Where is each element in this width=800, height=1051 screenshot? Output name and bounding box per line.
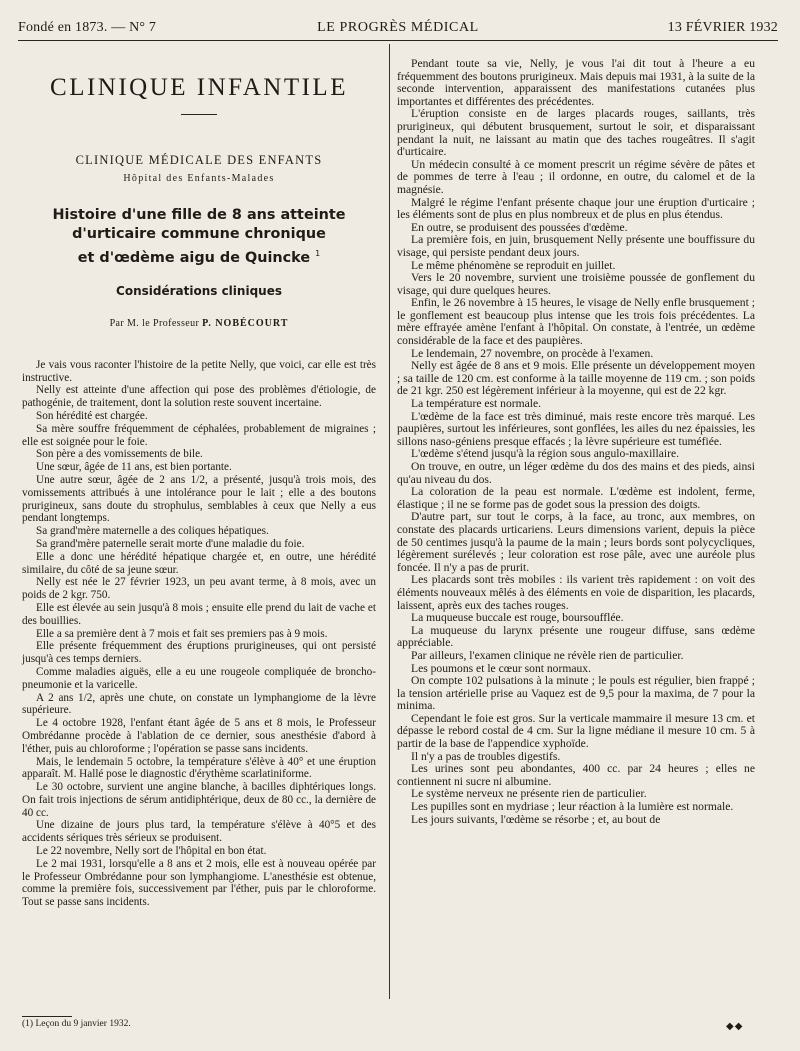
clinic-name: CLINIQUE MÉDICALE DES ENFANTS	[75, 153, 323, 167]
paragraph: Sa grand'mère maternelle a des coliques hépatiques.	[36, 525, 269, 538]
paragraph: Enfin, le 26 novembre à 15 heures, le visage de Nelly enfle brusquement ; le gonflement est beaucoup plus intense que les trois fois précédentes. La mère effrayée amène l'enfant à l'hôpital. On constate, à l'entrée, un œdème considérable de la face et des paupières.	[397, 296, 755, 348]
paragraph: Le 2 mai 1931, lorsqu'elle a 8 ans et 2 mois, elle est à nouveau opérée par le Professeur Ombrédanne pour son lymphangiome. L'anesthésie est obtenue, comme la première fois, successivement par l'éther, puis par le chloroforme. Tout se passe sans incidents.	[22, 857, 376, 909]
paragraph: Les urines sont peu abondantes, 400 cc. par 24 heures ; elles ne contiennent ni sucre ni albumine.	[397, 762, 755, 788]
footnote-marker: 1	[315, 249, 321, 258]
hospital-name: Hôpital des Enfants-Malades	[123, 173, 275, 184]
paragraph: L'œdème s'étend jusqu'à la région sous angulo-maxillaire.	[411, 447, 680, 461]
paragraph: Mais, le lendemain 5 octobre, la température s'élève à 40° et une éruption apparaît. M. Hallé pose le diagnostic d'érythème scarlatiniforme.	[22, 755, 376, 781]
paragraph: En outre, se produisent des poussées d'œdème.	[411, 220, 628, 234]
paragraph: Comme maladies aiguës, elle a eu une rougeole compliquée de broncho-pneumonie et la varicelle.	[22, 665, 376, 691]
paragraph: On trouve, en outre, un léger œdème du dos des mains et des pieds, ainsi qu'au niveau du dos.	[397, 460, 755, 486]
founded-line: Fondé en 1873. — N° 7	[18, 20, 157, 35]
paragraph: Le 30 octobre, survient une angine blanche, à bacilles diphtériques longs. On fait trois injections de sérum antidiphtérique, deux de 80 cc., la dernière de 40 cc.	[22, 781, 376, 819]
paragraph: La muqueuse buccale est rouge, boursoufflée.	[411, 611, 624, 625]
paragraph: L'œdème de la face est très diminué, mais reste encore très marqué. Les paupières, surtout les inférieures, sont gonflées, les ailes du nez épaissies, les sillons naso-géniens presque effacés ; la lèvre supérieure est tuméfiée.	[397, 409, 755, 448]
paragraph: Elle présente fréquemment des éruptions prurigineuses, qui ont persisté jusqu'à ces temps derniers.	[22, 640, 376, 666]
header-rule	[18, 40, 778, 41]
title-rule	[181, 114, 217, 115]
paragraph: Le 22 novembre, Nelly sort de l'hôpital en bon état.	[36, 845, 267, 858]
paragraph: Son père a des vomissements de bile.	[36, 448, 203, 461]
paragraph: L'éruption consiste en de larges placards rouges, saillants, très prurigineux, qui débutent brusquement, surtout le soir, et disparaissant pendant la nuit, ne laissant au matin que des taches rougeâtres. Il s'agit d'urticaire.	[397, 107, 755, 159]
paragraph: Le lendemain, 27 novembre, on procède à l'examen.	[411, 346, 654, 360]
paragraph: Le 4 octobre 1928, l'enfant étant âgée de 5 ans et 8 mois, le Professeur Ombrédanne procède à l'ablation de ce dernier, sous anesthésie d'abord à l'éther, puis au chloroforme ; l'opération se passe sans incidents.	[22, 717, 376, 755]
article-title-line: d'urticaire commune chronique	[72, 226, 326, 242]
paragraph: Les jours suivants, l'œdème se résorbe ; et, au bout de	[411, 812, 661, 826]
paragraph: Malgré le régime l'enfant présente chaque jour une éruption d'urticaire ; les éléments sont de plus en plus nombreux et de plus en plus étendus.	[397, 195, 755, 222]
journal-name: LE PROGRÈS MÉDICAL	[317, 20, 479, 35]
article-title	[22, 206, 376, 268]
paragraph: La muqueuse du larynx présente une rougeur diffuse, sans œdème appréciable.	[397, 623, 755, 650]
paragraph: A 2 ans 1/2, après une chute, on constate un lymphangiome de la lèvre supérieure.	[22, 691, 376, 717]
paragraph: Une sœur, âgée de 11 ans, est bien portante.	[36, 461, 232, 474]
left-column	[22, 58, 376, 909]
footnote-rule	[22, 1016, 72, 1017]
paragraph: La température est normale.	[411, 397, 542, 411]
paragraph: La première fois, en juin, brusquement Nelly présente une bouffissure du visage, qui persiste pendant deux jours.	[397, 233, 755, 259]
paragraph: Nelly est âgée de 8 ans et 9 mois. Elle présente un développement moyen ; sa taille de 120 cm. est conforme à la taille moyenne de 119 cm. ; son poids de 21 kgr. 250 est légèrement inférieur à la moyenne, qui est de 22 kgr.	[397, 359, 755, 398]
section-title: CLINIQUE INFANTILE	[50, 74, 348, 101]
author-line	[22, 318, 376, 329]
author-prefix: Par M. le Professeur	[109, 317, 200, 329]
author-name: P. NOBÉCOURT	[202, 317, 289, 329]
paragraph: Elle a donc une hérédité hépatique chargée et, en outre, une hérédité similaire, du côté de sa jeune sœur.	[22, 550, 376, 576]
paragraph: Son hérédité est chargée.	[36, 409, 148, 422]
paragraph: Elle a sa première dent à 7 mois et fait ses premiers pas à 9 mois.	[36, 627, 328, 640]
running-header	[18, 20, 778, 38]
paragraph: Une autre sœur, âgée de 2 ans 1/2, a présenté, jusqu'à trois mois, des vomissements attribués à une intolérance pour le lait ; elle a des boutons prurigineux, sans doute du strophulus, semblables à ceux que Nelly a eus pendant longtemps.	[22, 473, 376, 525]
paragraph: Je vais vous raconter l'histoire de la petite Nelly, que voici, car elle est très instructive.	[22, 358, 376, 384]
paragraph: La coloration de la peau est normale. L'œdème est indolent, ferme, élastique ; il ne se forme pas de godet sous la pression des doigts.	[397, 485, 755, 511]
article-subtitle: Considérations cliniques	[116, 283, 282, 298]
paragraph: Les poumons et le cœur sont normaux.	[411, 661, 591, 675]
article-title-line: et d'œdème aigu de Quincke $^1$	[77, 249, 321, 266]
column-divider	[389, 44, 390, 999]
left-body-text	[22, 359, 376, 909]
right-body-text	[397, 58, 755, 826]
paragraph: Les placards sont très mobiles : ils varient très rapidement : on voit des éléments nouveaux mêlés à des éléments en voie de disparition, les placards, laissent, après eux des taches rouges.	[397, 573, 755, 612]
paragraph: Vers le 20 novembre, survient une troisième poussée de gonflement du visage, qui dure quelques heures.	[397, 271, 755, 297]
paragraph: Cependant le foie est gros. Sur la verticale mammaire il mesure 13 cm. et dépasse le rebord costal de 4 cm. Sur la ligne médiane il mesure 10 cm. 5 à partir de la base de l'appendice xyphoïde.	[397, 711, 755, 751]
paragraph: Une dizaine de jours plus tard, la température s'élève à 40°5 et des accidents sériques très sérieux se produisent.	[22, 819, 376, 845]
paragraph: Le même phénomène se reproduit en juillet.	[411, 258, 616, 272]
article-title-line: Histoire d'une fille de 8 ans atteinte	[52, 207, 346, 223]
paragraph: Un médecin consulté à ce moment prescrit un régime sévère de pâtes et de pommes de terre à l'eau ; il ordonne, en outre, du calomel et de la magnésie.	[397, 157, 755, 196]
paragraph: D'autre part, sur tout le corps, à la face, au tronc, aux membres, on constate des placards urticariens. Leurs dimensions varient, depuis la pièce de 50 centimes jusqu'à la paume de la main ; leurs bords sont polycycliques, légèrement surélevés ; leur coloration est rose pâle, avec une auréole plus foncée. Il n'y a pas de prurit.	[397, 510, 755, 574]
end-ornament: ◆◆	[726, 1021, 744, 1032]
paragraph: Le système nerveux ne présente rien de particulier.	[411, 787, 647, 801]
paragraph: Nelly est atteinte d'une affection qui pose des problèmes d'étiologie, de pathogénie, de traitement, dont la solution reste souvent incertaine.	[22, 384, 376, 410]
paragraph: Par ailleurs, l'examen clinique ne révèle rien de particulier.	[411, 648, 684, 662]
issue-date: 13 FÉVRIER 1932	[667, 20, 778, 35]
paragraph: On compte 102 pulsations à la minute ; le pouls est régulier, bien frappé ; la tension artérielle prise au Vaquez est de 9,5 pour la maxima, de 7 pour la minima.	[397, 674, 755, 713]
paragraph: Sa grand'mère paternelle serait morte d'une maladie du foie.	[36, 537, 305, 550]
right-column	[397, 58, 755, 826]
footnote: (1) Leçon du 9 janvier 1932.	[22, 1019, 131, 1029]
paragraph: Il n'y a pas de troubles digestifs.	[411, 749, 561, 763]
paragraph: Nelly est née le 27 février 1923, un peu avant terme, à 8 mois, avec un poids de 2 kgr. 750.	[22, 576, 376, 602]
paragraph: Elle est élevée au sein jusqu'à 8 mois ; ensuite elle prend du lait de vache et des bouillies.	[22, 601, 376, 627]
paragraph: Les pupilles sont en mydriase ; leur réaction à la lumière est normale.	[411, 800, 734, 814]
paragraph: Pendant toute sa vie, Nelly, je vous l'ai dit tout à l'heure a eu fréquemment des boutons prurigineux. Mais depuis mai 1931, à la suite de la seconde intervention, apparaissent des manifestations cutanées plus importantes et différentes des précédentes.	[397, 57, 755, 108]
paragraph: Sa mère souffre fréquemment de céphalées, probablement de migraines ; elle est soignée pour le foie.	[22, 422, 376, 448]
